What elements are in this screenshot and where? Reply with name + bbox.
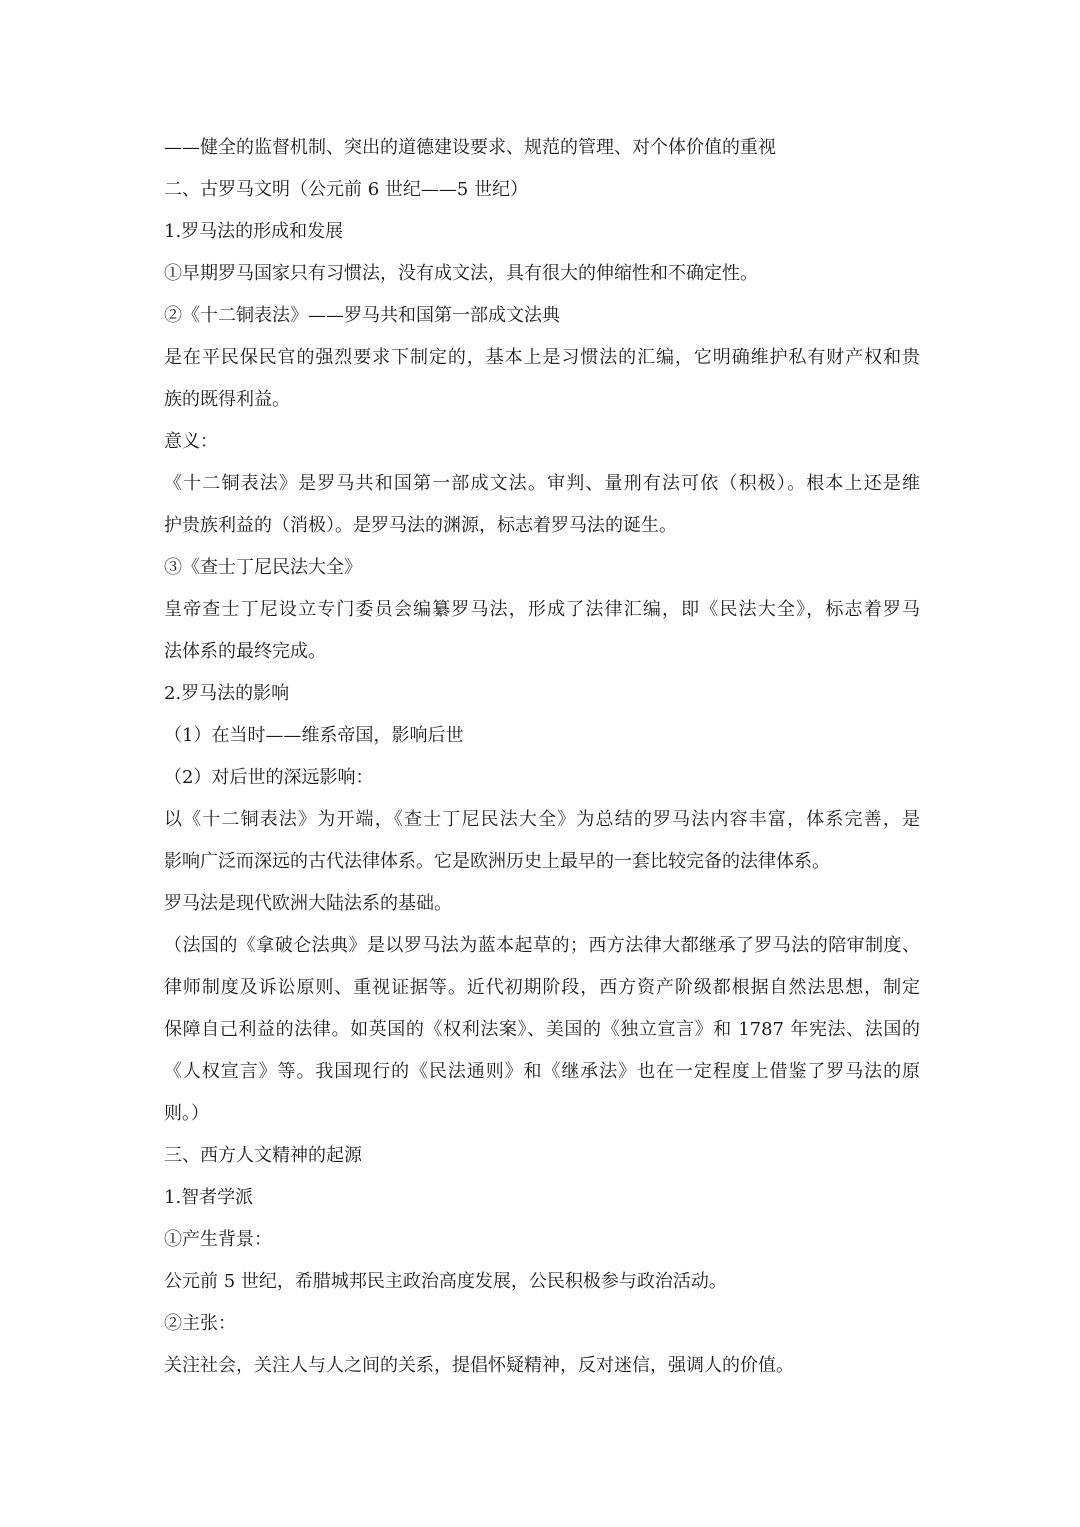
background-label: ①产生背景： xyxy=(164,1229,272,1250)
paragraph-line: 律师制度及诉讼原则、重视证据等。近代初期阶段，西方资产阶级都根据自然法思想，制定 xyxy=(164,977,920,998)
paragraph-line: 则。） xyxy=(164,1103,209,1124)
paragraph-line: 法体系的最终完成。 xyxy=(164,641,326,662)
position-text: 关注社会，关注人与人之间的关系，提倡怀疑精神，反对迷信，强调人的价值。 xyxy=(164,1355,794,1376)
document-page xyxy=(164,136,920,1396)
position-label: ②主张： xyxy=(164,1313,236,1334)
paragraph-line: 皇帝查士丁尼设立专门委员会编纂罗马法，形成了法律汇编，即《民法大全》，标志着罗马 xyxy=(164,599,920,620)
paragraph-line: 族的既得利益。 xyxy=(164,389,290,410)
paragraph-meaning xyxy=(164,463,920,547)
section-heading-sophists: 1.智者学派 xyxy=(164,1187,254,1208)
paragraph-line: 《十二铜表法》是罗马共和国第一部成文法。审判、量刑有法可依（积极）。根本上还是维 xyxy=(164,473,920,494)
text-line-basis: 罗马法是现代欧洲大陆法系的基础。 xyxy=(164,893,452,914)
part-heading-humanism: 三、西方人文精神的起源 xyxy=(164,1145,362,1166)
influence-item-2: （2）对后世的深远影响： xyxy=(164,767,374,788)
meaning-label: 意义： xyxy=(164,431,218,452)
item-twelve-tables: ②《十二铜表法》——罗马共和国第一部成文法典 xyxy=(164,305,560,326)
part-heading-ancient-rome: 二、古罗马文明（公元前 6 世纪——5 世纪） xyxy=(164,179,529,200)
text-line-supervision: ——健全的监督机制、突出的道德建设要求、规范的管理、对个体价值的重视 xyxy=(164,137,776,158)
background-text: 公元前 5 世纪，希腊城邦民主政治高度发展，公民积极参与政治活动。 xyxy=(164,1271,727,1292)
paragraph-line: 以《十二铜表法》为开端，《查士丁尼民法大全》为总结的罗马法内容丰富，体系完善，是 xyxy=(164,809,920,830)
item-justinian: ③《查士丁尼民法大全》 xyxy=(164,557,362,578)
paragraph-line: 《人权宣言》等。我国现行的《民法通则》和《继承法》也在一定程度上借鉴了罗马法的原 xyxy=(164,1061,920,1082)
paragraph-line: 护贵族利益的（消极）。是罗马法的渊源，标志着罗马法的诞生。 xyxy=(164,515,677,536)
item-early-rome: ①早期罗马国家只有习惯法，没有成文法，具有很大的伸缩性和不确定性。 xyxy=(164,263,758,284)
paragraph-line: 是在平民保民官的强烈要求下制定的，基本上是习惯法的汇编，它明确维护私有财产权和贵 xyxy=(164,347,920,368)
paragraph-justinian xyxy=(164,589,920,673)
paragraph-line: 保障自己利益的法律。如英国的《权利法案》、美国的《独立宣言》和 1787 年宪法、法国的 xyxy=(164,1019,920,1040)
influence-item-1: （1）在当时——维系帝国，影响后世 xyxy=(164,725,464,746)
paragraph-twelve-tables xyxy=(164,337,920,421)
paragraph-line: 影响广泛而深远的古代法律体系。它是欧洲历史上最早的一套比较完备的法律体系。 xyxy=(164,851,830,872)
paragraph-napoleonic-code xyxy=(164,925,920,1135)
section-heading-influence: 2.罗马法的影响 xyxy=(164,683,290,704)
section-heading-formation: 1.罗马法的形成和发展 xyxy=(164,221,344,242)
paragraph-legal-system xyxy=(164,799,920,883)
paragraph-line: （法国的《拿破仑法典》是以罗马法为蓝本起草的；西方法律大都继承了罗马法的陪审制度、 xyxy=(164,935,920,956)
